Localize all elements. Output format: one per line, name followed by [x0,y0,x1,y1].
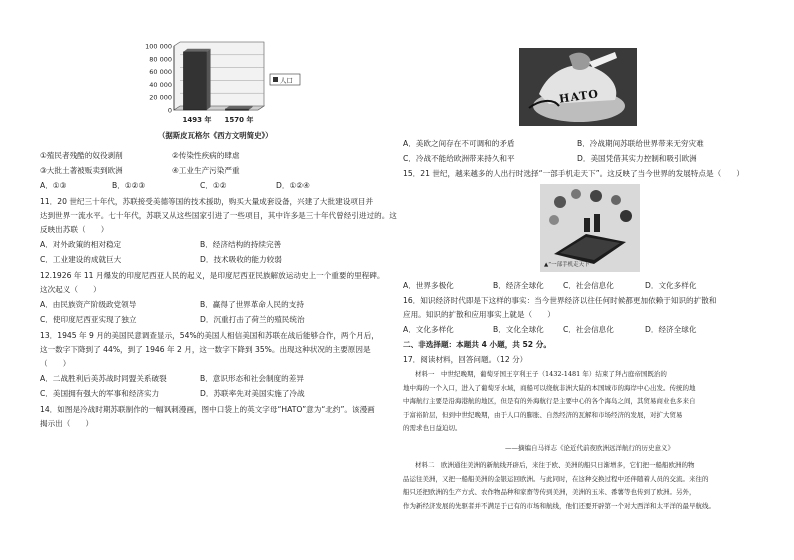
q10-option-3: ③大批土著被贩卖到欧洲 [40,166,123,175]
material-2-line-1: 材料二 欧洲通往美洲的新航线开辟后，来往于欧、美洲的船只日渐增多，它们把一船船欧洲的物 [415,461,695,469]
population-bar-chart [130,40,320,140]
q12-choice-b[interactable]: B．赢得了世界革命人民的支持 [200,300,304,309]
y-tick-label: 0 [167,106,172,115]
x-tick-label: 1570 年 [224,116,254,124]
q11-line-2: 达到世界一流水平。七十年代，苏联又从这些国家引进了一些项目，其中许多是三十年代曾经引进过的。这 [40,211,397,220]
q11-choice-d[interactable]: D．技术吸收的能力较弱 [200,255,282,264]
q16-choice-a[interactable]: A．文化多样化 [403,325,454,334]
q11-choice-c[interactable]: C．工业建设的成就巨大 [40,255,122,264]
bar-top-2 [225,106,252,109]
q13-choice-d[interactable]: D．苏联率先对美国实施了冷战 [200,389,305,398]
material-1-line-3: 中海航行主要是沿海港航的地区，但是有的外海航行是主要中心的各个海岛之间，其贸易商业也多来自 [403,397,696,405]
section-2-heading: 二、非选择题：本题共 4 小题，共 52 分。 [403,340,551,349]
y-tick-label: 20 000 [149,93,172,102]
bar-2 [225,109,248,111]
photo-caption: ▲“一部手机走天下” [544,262,593,268]
q12-choice-d[interactable]: D．沉重打击了荷兰的殖民统治 [200,315,305,324]
q14-line-1: 14．如图是冷战时期苏联制作的一幅讽刺漫画，图中口袋上的英文字母“HATO”意为“北约”。该漫画 [40,405,375,414]
q12-line-1: 12.1926 年 11 月爆发的印度尼西亚人民的起义，是印度尼西亚民族解放运动史上一个重要的里程碑。 [40,271,385,280]
q15-line-1: 15．21 世纪，越来越多的人出行时选择“一部手机走天下”。这反映了当今世界的发展特点是（ ） [403,169,744,178]
q12-choice-c[interactable]: C．使印度尼西亚实现了独立 [40,315,137,324]
q14-choice-b[interactable]: B．冷战期间苏联给世界带来无穷灾难 [577,139,704,148]
q13-choice-b[interactable]: B．意识形态和社会制度的差异 [200,374,304,383]
material-2-line-3: 船只还把欧洲的生产方式、农作物品种和家畜等传到美洲，美洲的玉米、番薯等也传到了欧洲。另外， [403,488,696,496]
q11-line-3: 反映出苏联（ ） [40,225,109,234]
right-column [397,0,794,560]
cold-war-cartoon [519,48,637,126]
material-1-source: ——摘编自马祥志《论近代前夜欧洲远洋航行的历史意义》 [505,444,674,452]
material-1-line-4: 于富裕阶层，但到中世纪晚期，由于人口的膨胀、自然经济的瓦解和市场经济的发展，对扩大贸易 [403,410,683,419]
q13-line-2: 这一数字下降到了 44%，到了 1946 年 2 月，这一数字下降到 35%。出现这种状况的主要原因是 [40,345,371,354]
q10-option-4: ④工业生产污染严重 [172,166,240,175]
phone-illustration [540,184,640,272]
material-1-line-5: 的需求也日益迫切。 [403,424,462,432]
q14-line-2: 揭示出（ ） [40,419,94,428]
phone-travel-photo [540,184,640,272]
q16-choice-d[interactable]: D．经济全球化 [645,325,697,334]
q12-choice-a[interactable]: A．由民族资产阶级政党领导 [40,300,137,309]
q10-choice-c[interactable]: C．①② [200,181,227,190]
q11-line-1: 11．20 世纪三十年代，苏联接受美德等国的技术援助，购买大量成套设备，兴建了大批建设项目并 [40,197,374,206]
material-1-line-2: 地中海的一个入口，进入了葡萄牙水域，商船可以绕航非洲大陆的本国城市的海岸中心出发。传统的地 [403,383,696,392]
q16-line-1: 16．知识经济时代即是下这样的事实：当今世界经济以往任何时候都更加依赖于知识的扩散和 [403,296,717,305]
material-2-line-4: 作为新经济发展的先驱者并不满足于已有的市场和航线，他们还要开辟第一个对大西洋和太平洋的最早航线。 [403,501,715,510]
cartoon-illustration [519,48,637,126]
q11-choice-a[interactable]: A．对外政策的相对稳定 [40,240,122,249]
y-tick-label: 60 000 [149,68,172,77]
y-tick-label: 80 000 [149,55,172,64]
q11-choice-b[interactable]: B．经济结构的持续完善 [200,240,282,249]
bar-1 [183,52,206,110]
q10-choice-b[interactable]: B．①②③ [112,181,146,190]
material-2-line-2: 品运往美洲，又把一船船美洲的金银运回欧洲。与此同时，在这种交换过程中还伴随着人员的交流。来往的 [403,474,709,483]
q15-choice-a[interactable]: A．世界多极化 [403,281,454,290]
q10-option-1: ①殖民者残酷的奴役剥削 [40,151,123,160]
y-tick-label: 100 000 [145,42,172,51]
q13-choice-a[interactable]: A．二战胜利后美苏战时同盟关系破裂 [40,374,167,383]
q16-choice-b[interactable]: B．文化全球化 [493,325,544,334]
q13-line-1: 13．1945 年 9 月的美国民意调查显示，54%的美国人相信美国和苏联在战后能够合作，两个月后， [40,331,379,340]
y-tick-label: 40 000 [149,80,172,89]
q15-choice-c[interactable]: C．社会信息化 [563,281,614,290]
q12-line-2: 这次起义（ ） [40,285,101,294]
q10-choice-d[interactable]: D．①②④ [276,181,310,190]
material-2 [403,459,759,513]
x-tick-label: 1493 年 [182,116,212,124]
q14-choice-d[interactable]: D．美国凭借其实力控制和吸引欧洲 [577,154,697,163]
q15-choice-d[interactable]: D．文化多样化 [645,281,697,290]
q14-choice-c[interactable]: C．冷战不能给欧洲带来持久和平 [403,154,515,163]
chart-caption: （据斯皮瓦格尔《西方文明简史》） [158,131,273,140]
q13-choice-c[interactable]: C．美国拥有强大的军事和经济实力 [40,389,160,398]
q13-line-3: （ ） [40,359,71,368]
q16-line-2: 应用。知识的扩散和应用事实上就是（ ） [403,310,555,319]
q10-choice-a[interactable]: A．①③ [40,181,67,190]
material-1 [403,368,759,436]
material-1-line-1: 材料一 中世纪晚期，葡萄牙国王亨利王子（1432-1481 年）结束了拜占庭帝国既治的 [415,370,667,378]
bar-top-1 [183,49,210,52]
q10-option-2: ②传染性疾病的肆虐 [172,151,240,160]
cartoon-hato-label: HATO [558,87,600,106]
legend-swatch [273,77,278,82]
q15-choice-b[interactable]: B．经济全球化 [493,281,544,290]
q17-title: 17．阅读材料，回答问题。（12 分） [403,355,528,364]
q14-choice-a[interactable]: A．美欧之间存在不可调和的矛盾 [403,139,515,148]
q16-choice-c[interactable]: C．社会信息化 [563,325,614,334]
legend-label: 人口 [280,76,293,85]
bar-side-1 [207,49,211,110]
